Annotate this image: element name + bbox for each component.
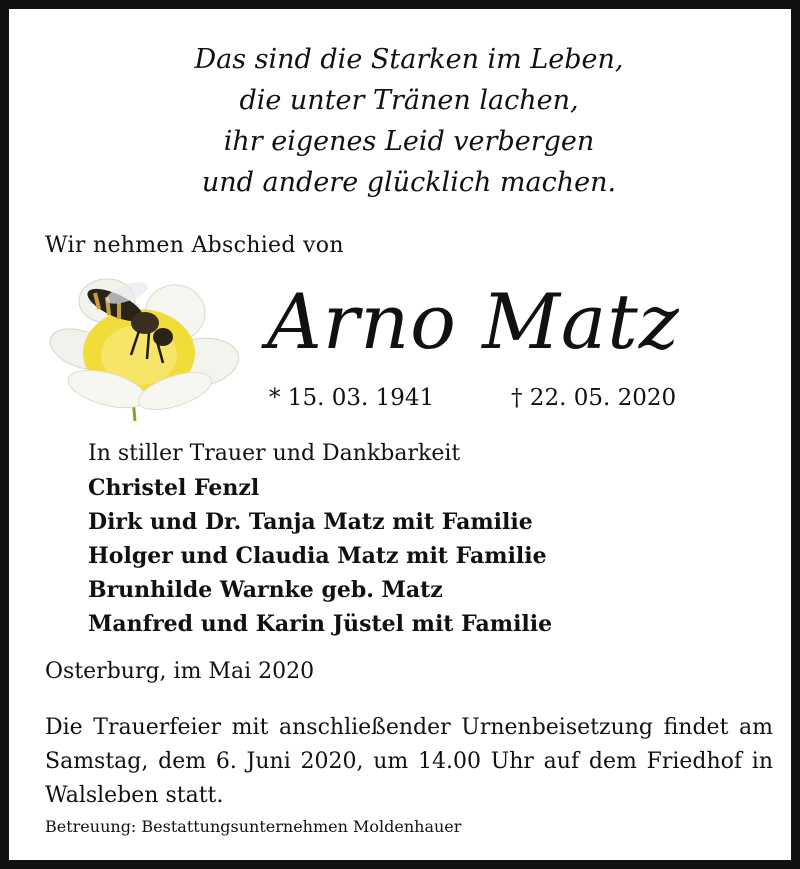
deceased-name: Arno Matz bbox=[267, 277, 680, 366]
poem-line: und andere glücklich machen. bbox=[201, 167, 617, 198]
poem-line: Das sind die Starken im Leben, bbox=[194, 44, 624, 75]
mourner-name: Dirk und Dr. Tanja Matz mit Familie bbox=[88, 509, 533, 535]
poem bbox=[9, 39, 800, 203]
mourner-name: Brunhilde Warnke geb. Matz bbox=[88, 577, 443, 603]
mourners-lead: In stiller Trauer und Dankbarkeit bbox=[88, 441, 461, 466]
birth-date: * 15. 03. 1941 bbox=[269, 385, 435, 411]
mourner-name: Holger und Claudia Matz mit Familie bbox=[88, 543, 547, 569]
poem-line: die unter Tränen lachen, bbox=[239, 85, 579, 116]
funeral-home-credit: Betreuung: Bestattungsunternehmen Moldenhauer bbox=[45, 817, 462, 836]
mourner-name: Manfred und Karin Jüstel mit Familie bbox=[88, 611, 553, 637]
flower-with-bee-image bbox=[47, 271, 243, 427]
mourner-name: Christel Fenzl bbox=[88, 475, 260, 501]
death-date: † 22. 05. 2020 bbox=[511, 385, 677, 411]
poem-line: ihr eigenes Leid verbergen bbox=[223, 126, 595, 157]
farewell-intro: Wir nehmen Abschied von bbox=[45, 233, 344, 258]
ceremony-info: Die Trauerfeier mit anschließender Urnenbeisetzung findet am Samstag, dem 6. Juni 2020, um 14.00 Uhr auf dem Friedhof in Walsleben statt. bbox=[45, 715, 773, 808]
mourners-block bbox=[88, 437, 552, 641]
place-date: Osterburg, im Mai 2020 bbox=[45, 659, 315, 684]
